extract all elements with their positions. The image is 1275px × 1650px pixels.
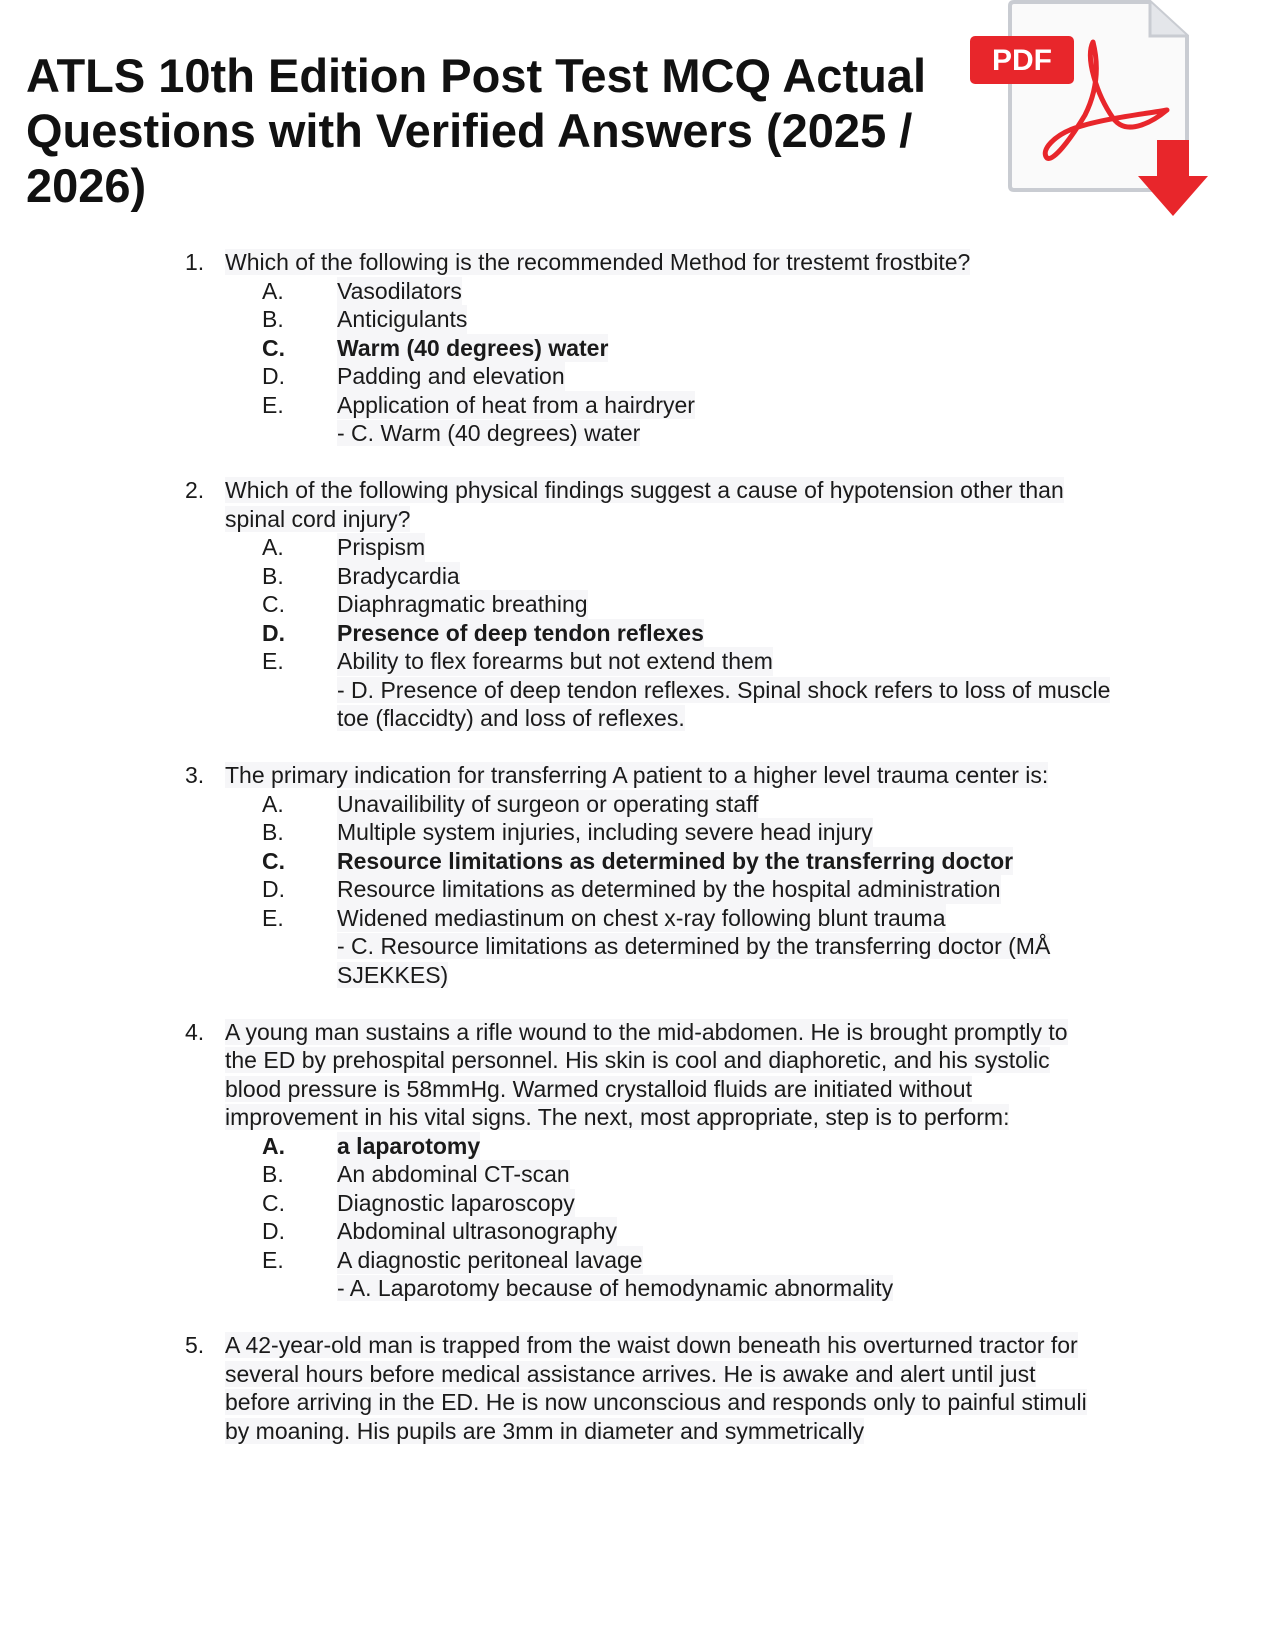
question-4 [0,1018,1275,1303]
pdf-badge-label: PDF [992,44,1052,77]
question-text: Which of the following physical findings suggest a cause of hypotension other than spinal cord injury? [225,477,1064,532]
question-3 [0,761,1275,989]
option-a: A. Vasodilators [262,277,462,304]
option-d: D. Resource limitations as determined by the hospital administration [262,876,1001,902]
option-d-correct: D. Presence of deep tendon reflexes [262,619,704,646]
option-c-correct: C. Warm (40 degrees) water [262,334,609,361]
question-text: The primary indication for transferring A patient to a higher level trauma center is: [225,762,1049,788]
question-number: 2. [185,477,205,503]
option-e: E. Ability to flex forearms but not extend them [262,648,773,674]
question-text: A young man sustains a rifle wound to the mid-abdomen. He is brought promptly to the ED by prehospital personnel. His skin is cool and diaphoretic, and his systolic blood pressure is 58mmHg. Warmed crystalloid fluids are initiated without improvement in his vital signs. The next, most appropriate, step is to perform: [225,1018,1068,1130]
option-b: B. Anticigulants [262,306,468,332]
question-number: 4. [185,1018,205,1045]
answer-explanation: - D. Presence of deep tendon reflexes. Spinal shock refers to loss of muscle toe (flaccidty) and loss of reflexes. [337,676,1111,731]
option-b: B. An abdominal CT-scan [262,1161,570,1187]
document-title: ATLS 10th Edition Post Test MCQ Actual Questions with Verified Answers (2025 / 2026) [26,49,926,212]
question-number: 1. [185,249,205,275]
pdf-badge [970,36,1074,84]
question-number: 5. [185,1332,205,1358]
option-c: C. Diaphragmatic breathing [262,591,588,617]
pdf-download-icon[interactable] [992,0,1275,235]
question-text: Which of the following is the recommended Method for trestemt frostbite? [225,249,971,275]
option-e: E. Application of heat from a hairdryer [262,391,695,418]
option-c-correct: C. Resource limitations as determined by the transferring doctor [262,847,1014,874]
option-d: D. Abdominal ultrasonography [262,1218,618,1244]
answer-explanation: - A. Laparotomy because of hemodynamic abnormality [337,1275,894,1301]
option-a-correct: A. a laparotomy [262,1132,481,1159]
option-e: E. A diagnostic peritoneal lavage [262,1246,643,1273]
option-a: A. Unavailibility of surgeon or operating staff [262,790,759,817]
question-text: A 42-year-old man is trapped from the waist down beneath his overturned tractor for several hours before medical assistance arrives. He is awake and alert until just before arriving in the ED. He is now unconscious and responds only to painful stimuli by moaning. His pupils are 3mm in diameter and symmetrically [225,1332,1087,1444]
answer-explanation: - C. Resource limitations as determined by the transferring doctor (MÅ SJEKKES) [337,933,1051,988]
answer-explanation: - C. Warm (40 degrees) water [337,420,641,446]
option-a: A. Prispism [262,534,426,560]
option-e: E. Widened mediastinum on chest x-ray following blunt trauma [262,904,946,931]
question-1 [0,248,1275,448]
question-5 [0,1331,1275,1445]
option-b: B. Multiple system injuries, including severe head injury [262,819,873,845]
question-number: 3. [185,762,205,788]
question-2 [0,476,1275,733]
option-d: D. Padding and elevation [262,363,565,389]
question-list [0,248,1275,1474]
option-c: C. Diagnostic laparoscopy [262,1189,575,1216]
option-b: B. Bradycardia [262,562,460,589]
